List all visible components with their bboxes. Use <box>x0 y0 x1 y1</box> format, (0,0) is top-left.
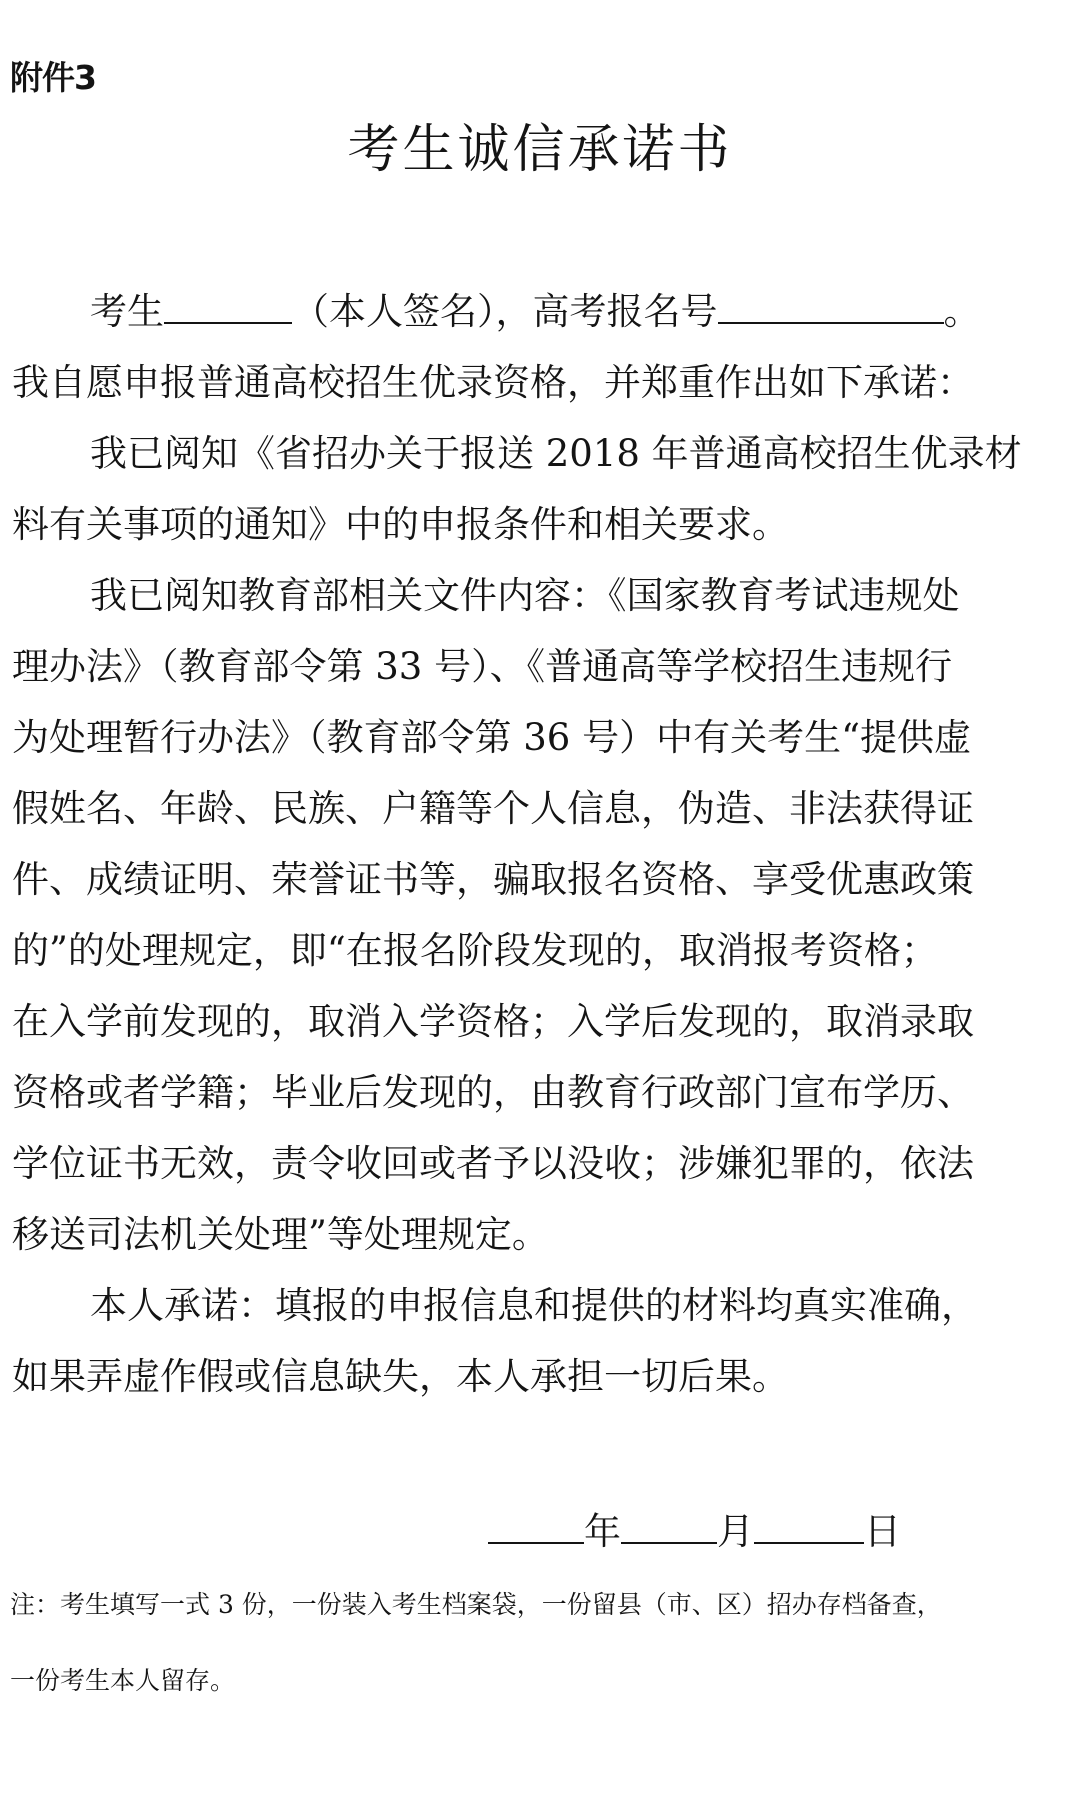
para2-line-3: 为处理暂行办法》（教育部令第 36 号）中有关考生“提供虚 <box>12 716 972 759</box>
para2-line-4: 假姓名、年龄、民族、户籍等个人信息，伪造、非法获得证 <box>12 787 974 830</box>
commitment-paragraph-2 <box>12 560 1068 1270</box>
year-label: 年 <box>584 1510 621 1553</box>
para1-line-1: 我已阅知《省招办关于报送 2018 年普通高校招生优录材 <box>90 432 1022 475</box>
para2-line-7: 在入学前发现的，取消入学资格；入学后发现的，取消录取 <box>12 1000 974 1043</box>
day-label: 日 <box>864 1510 901 1553</box>
commitment-paragraph-1 <box>12 418 1068 560</box>
intro-paragraph <box>12 276 1068 418</box>
para3-line-2: 如果弄虚作假或信息缺失，本人承担一切后果。 <box>12 1355 789 1398</box>
para2-line-2: 理办法》（教育部令第 33 号）、《普通高等学校招生违规行 <box>12 645 953 688</box>
day-blank[interactable] <box>754 1508 864 1544</box>
intro-examinee-label: 考生 <box>90 290 164 333</box>
para2-line-5: 件、成绩证明、荣誉证书等，骗取报名资格、享受优惠政策 <box>12 858 974 901</box>
month-label: 月 <box>717 1510 754 1553</box>
intro-line-1 <box>12 276 1068 347</box>
para2-line-6: 的”的处理规定，即“在报名阶段发现的，取消报考资格； <box>12 929 938 972</box>
page-title: 考生诚信承诺书 <box>347 120 733 180</box>
year-blank[interactable] <box>488 1508 584 1544</box>
note-line-1: 注：考生填写一式 3 份，一份装入考生档案袋，一份留县（市、区）招办存档备查， <box>10 1590 942 1619</box>
para3-line-1: 本人承诺：填报的申报信息和提供的材料均真实准确， <box>90 1284 978 1327</box>
month-blank[interactable] <box>621 1508 717 1544</box>
para2-line-1: 我已阅知教育部相关文件内容：《国家教育考试违规处 <box>90 574 960 617</box>
para2-line-8: 资格或者学籍；毕业后发现的，由教育行政部门宣布学历、 <box>12 1071 974 1114</box>
intro-signature-label: （本人签名），高考报名号 <box>292 290 718 333</box>
date-row <box>488 1502 901 1562</box>
para2-line-10: 移送司法机关处理”等处理规定。 <box>12 1213 549 1256</box>
attachment-label: 附件3 <box>10 58 96 97</box>
para1-line-2: 料有关事项的通知》中的申报条件和相关要求。 <box>12 503 789 546</box>
note-line-2: 一份考生本人留存。 <box>10 1666 236 1695</box>
registration-number-blank[interactable] <box>718 288 944 324</box>
para2-line-9: 学位证书无效，责令收回或者予以没收；涉嫌犯罪的，依法 <box>12 1142 974 1185</box>
intro-end-mark: 。 <box>943 290 981 333</box>
intro-line-2: 我自愿申报普通高校招生优录资格，并郑重作出如下承诺： <box>12 361 974 404</box>
commitment-paragraph-3 <box>12 1270 1068 1412</box>
signature-blank[interactable] <box>164 288 292 324</box>
